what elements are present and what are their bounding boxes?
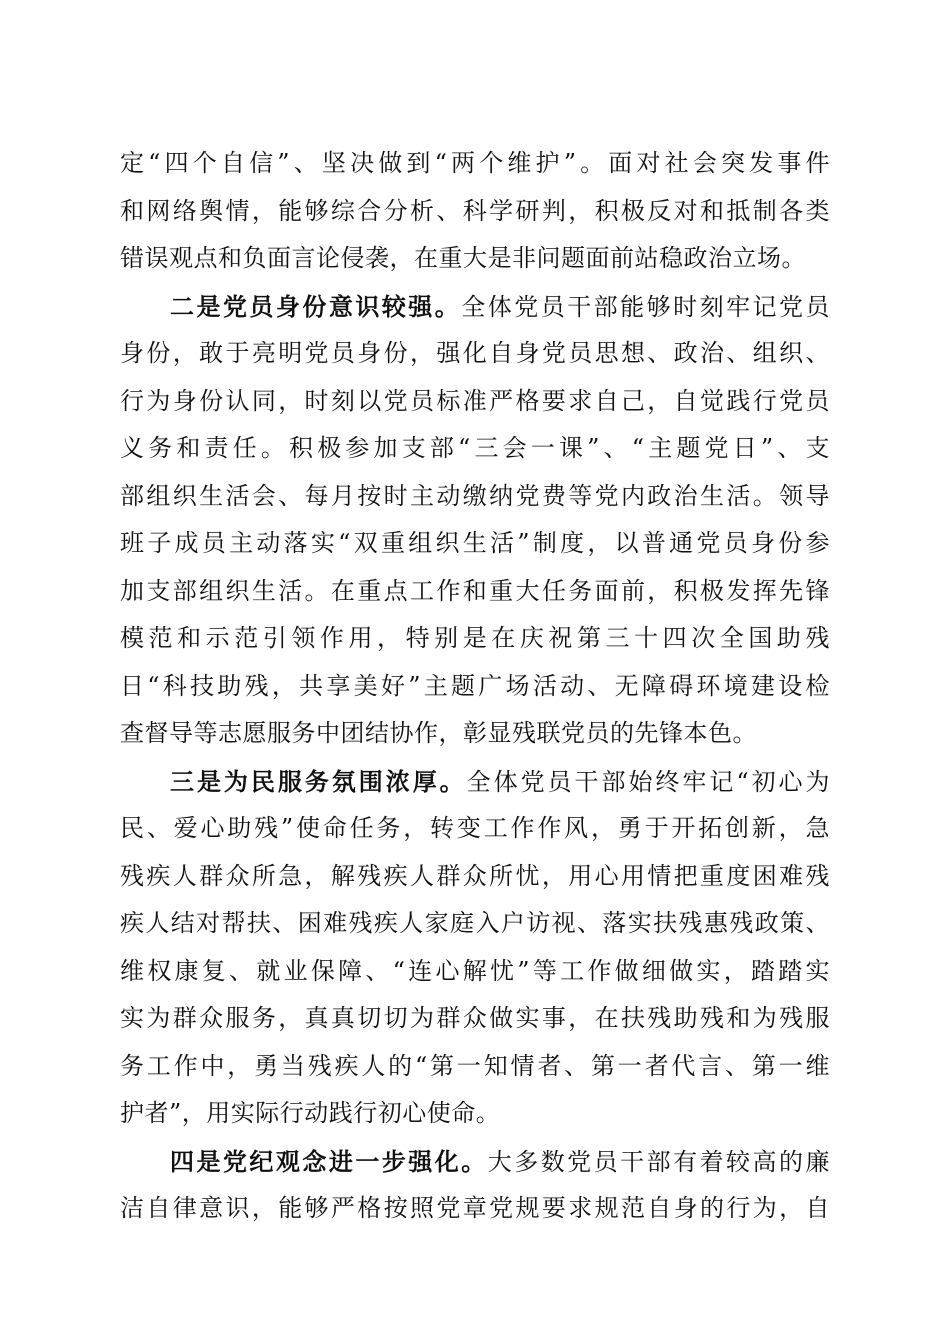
text-line: 日“科技助残，共享美好”主题广场活动、无障碍环境建设检: [120, 671, 830, 700]
text-line: 和网络舆情，能够综合分析、科学研判，积极反对和抵制各类: [120, 196, 830, 225]
paragraph-heading: 四是党纪观念进一步强化。: [170, 1146, 488, 1176]
text-line: [120, 758, 830, 806]
text-line: 错误观点和负面言论侵袭，在重大是非问题面前站稳政治立场。: [120, 244, 806, 272]
text-line: 护者”，用实际行动践行初心使命。: [120, 1099, 501, 1127]
text-line: 部组织生活会、每月按时主动缴纳党费等党内政治生活。领导: [120, 481, 830, 510]
paragraph-heading: 二是党员身份意识较强。: [170, 291, 462, 321]
text-line: 民、爱心助残”使命任务，转变工作作风，勇于开拓创新，急: [120, 814, 830, 842]
paragraph-1: [120, 140, 830, 283]
text-span: 大多数党员干部有着较高的廉: [487, 1147, 830, 1176]
paragraph-3: [120, 758, 830, 1138]
paragraph-heading: 三是为民服务氛围浓厚。: [170, 766, 467, 796]
text-line: 务工作中，勇当残疾人的“第一知情者、第一者代言、第一维: [120, 1051, 830, 1080]
text-span: 全体党员干部始终牢记“初心为: [466, 767, 831, 796]
text-span: 全体党员干部能够时刻牢记党员: [461, 292, 831, 321]
text-line: 模范和示范引领作用，特别是在庆祝第三十四次全国助残: [120, 624, 830, 652]
text-line: 加支部组织生活。在重点工作和重大任务面前，积极发挥先锋: [120, 576, 830, 605]
text-line: 班子成员主动落实“双重组织生活”制度，以普通党员身份参: [120, 529, 830, 557]
text-line: [120, 1138, 830, 1186]
text-line: 残疾人群众所急，解残疾人群众所忧，用心用情把重度困难残: [120, 861, 830, 890]
body-text: [120, 140, 830, 1233]
text-line: 义务和责任。积极参加支部“三会一课”、“主题党日”、支: [120, 434, 830, 462]
text-line: 维权康复、就业保障、“连心解忧”等工作做细做实，踏踏实: [120, 956, 830, 985]
text-line: 定“四个自信”、坚决做到“两个维护”。面对社会突发事件: [120, 149, 830, 177]
text-line: [120, 283, 830, 331]
text-line: 洁自律意识，能够严格按照党章党规要求规范自身的行为，自: [120, 1194, 830, 1222]
paragraph-2: [120, 283, 830, 758]
text-line: 查督导等志愿服务中团结协作，彰显残联党员的先锋本色。: [120, 719, 757, 747]
text-line: 身份，敢于亮明党员身份，强化自身党员思想、政治、组织、: [120, 339, 830, 367]
text-line: 行为身份认同，时刻以党员标准严格要求自己，自觉践行党员: [120, 386, 830, 415]
text-line: 实为群众服务，真真切切为群众做实事，在扶残助残和为残服: [120, 1004, 830, 1032]
text-line: 疾人结对帮扶、困难残疾人家庭入户访视、落实扶残惠残政策、: [120, 909, 830, 937]
paragraph-4: [120, 1138, 830, 1233]
